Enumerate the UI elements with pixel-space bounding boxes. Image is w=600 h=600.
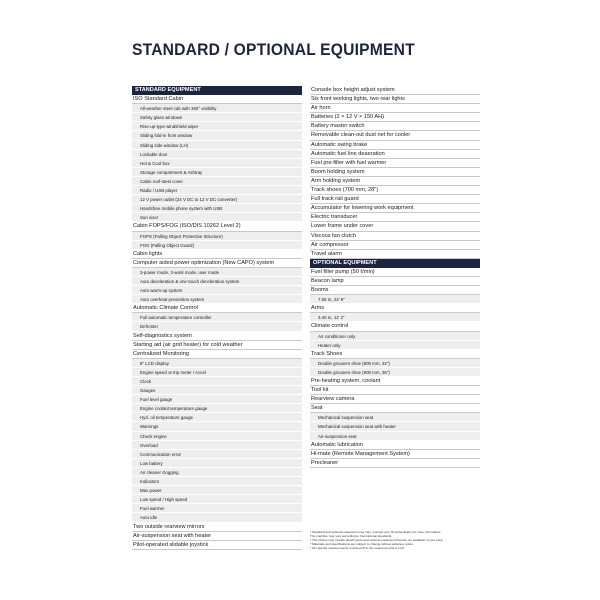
equipment-item-removable-clean-out-dust-net-for-cooler: Removable clean-out dust net for cooler [310, 131, 480, 140]
equipment-item-self-diagnostics-system: Self-diagnostics system [132, 332, 302, 341]
equipment-subitem-double-grousers-shoe-800-mm-32: Double grousers shoe (800 mm, 32") [310, 359, 480, 368]
equipment-item-two-outside-rearview-mirrors: Two outside rearview mirrors [132, 523, 302, 532]
equipment-item-arm-holding-system: Arm holding system [310, 177, 480, 186]
footnote-line: * All imperial measurements rounded off to the nearest pound or inch. [310, 546, 406, 551]
equipment-item-hi-mate-remote-management-system: Hi-mate (Remote Management System) [310, 450, 480, 459]
equipment-subitem-air-cleaner-clogging: Air cleaner clogging [132, 468, 302, 477]
equipment-item-climate-control: Climate control [310, 322, 480, 331]
equipment-subitem-mechanical-suspension-seat: Mechanical suspension seat [310, 413, 480, 422]
section-header-optional-equipment: OPTIONAL EQUIPMENT [310, 259, 480, 268]
equipment-subitem-mechanical-suspension-seat-with-heater: Mechanical suspension seat with heater [310, 422, 480, 431]
equipment-item-automatic-climate-control: Automatic Climate Control [132, 304, 302, 313]
equipment-subitem-max-power: Max power [132, 486, 302, 495]
optional-equipment-column [310, 86, 480, 468]
equipment-subitem-fog-falling-object-guard: FOG (Falling Object Guard) [132, 241, 302, 250]
equipment-item-iso-standard-cabin: ISO Standard Cabin [132, 95, 302, 104]
standard-equipment-column [132, 86, 302, 550]
equipment-subitem-fuel-level-gauge: Fuel level gauge [132, 395, 302, 404]
equipment-subitem-12-v-power-outlet-24-v-dc-to-12-v-dc-con: 12 V power outlet (24 V DC to 12 V DC converter) [132, 195, 302, 204]
equipment-subitem-air-suspension-seat: Air-suspension seat [310, 432, 480, 441]
equipment-subitem-check-engine: Check engine [132, 432, 302, 441]
equipment-subitem-storage-compartment-ashtray: Storage compartment & Ashtray [132, 168, 302, 177]
equipment-item-fuel-pre-filter-with-fuel-warmer: Fuel pre-filter with fuel warmer [310, 159, 480, 168]
equipment-item-precleaner: Precleaner [310, 459, 480, 468]
equipment-item-viscous-fan-clutch: Viscous fan clutch [310, 232, 480, 241]
equipment-subitem-fops-falling-object-protective-structure: FOPS (Falling Object Protective Structure) [132, 232, 302, 241]
equipment-item-pre-heating-system-coolant: Pre-heating system, coolant [310, 377, 480, 386]
equipment-subitem-hyd-oil-temperature-gauge: Hyd. oil temperature gauge [132, 413, 302, 422]
equipment-subitem-handsfree-mobile-phone-system-with-usb: Handsfree mobile phone system with USB [132, 204, 302, 213]
equipment-item-air-compressor: Air compressor [310, 241, 480, 250]
equipment-subitem-indicators: Indicators [132, 477, 302, 486]
equipment-item-air-suspension-seat-with-heater: Air-suspension seat with heater [132, 532, 302, 541]
equipment-subitem-auto-deceleration-one-touch-deceleration: Auto deceleration & one-touch deceleration system [132, 277, 302, 286]
equipment-item-track-shoes-700-mm-28: Track shoes (700 mm, 28") [310, 186, 480, 195]
equipment-subitem-all-weather-steel-cab-with-360-visibilit: All-weather steel cab with 360° visibility [132, 104, 302, 113]
equipment-item-fuel-filler-pump-50-min: Fuel filler pump (50 ℓ/min) [310, 268, 480, 277]
equipment-subitem-8-lcd-display: 8" LCD display [132, 359, 302, 368]
equipment-subitem-auto-idle: Auto idle [132, 513, 302, 522]
equipment-item-batteries-2-12-v-150-ah: Batteries (2 × 12 V × 150 AH) [310, 113, 480, 122]
equipment-item-seat: Seat [310, 404, 480, 413]
footnote-line: * The photos may include attachments and optional equipment that are not available in your area. [310, 538, 444, 543]
equipment-subitem-sliding-fold-in-front-window: Sliding fold-in front window [132, 131, 302, 140]
equipment-subitem-rise-up-type-windshield-wiper: Rise-up-type windshield wiper [132, 122, 302, 131]
equipment-subitem-7-55-m-24-9: 7.55 m, 24' 9" [310, 295, 480, 304]
equipment-item-boom-holding-system: Boom holding system [310, 168, 480, 177]
equipment-item-track-shoes: Track Shoes [310, 350, 480, 359]
equipment-item-booms: Booms [310, 286, 480, 295]
equipment-subitem-warnings: Warnings [132, 422, 302, 431]
equipment-item-full-track-rail-guard: Full track rail guard [310, 195, 480, 204]
equipment-subitem-defroster: Defroster [132, 322, 302, 331]
equipment-subitem-engine-speed-or-trip-meter-accel: Engine speed or trip meter / Accel [132, 368, 302, 377]
equipment-item-arms: Arms [310, 304, 480, 313]
equipment-item-electric-transducer: Electric transducer [310, 213, 480, 222]
equipment-subitem-sliding-side-window-lh: Sliding side window (LH) [132, 141, 302, 150]
equipment-item-travel-alarm: Travel alarm [310, 250, 480, 259]
equipment-subitem-low-battery: Low battery [132, 459, 302, 468]
equipment-item-automatic-lubrication: Automatic lubrication [310, 441, 480, 450]
equipment-item-pilot-operated-slidable-joystick: Pilot-operated slidable joystick [132, 541, 302, 550]
equipment-subitem-fuel-warmer: Fuel warmer [132, 504, 302, 513]
equipment-subitem-hot-cool-box: Hot & Cool box [132, 159, 302, 168]
equipment-item-console-box-height-adjust-system: Console box height adjust system [310, 86, 480, 95]
equipment-subitem-double-grousers-shoe-900-mm-36: Double grousers shoe (900 mm, 36") [310, 368, 480, 377]
equipment-item-battery-master-switch: Battery master switch [310, 122, 480, 131]
equipment-item-centralized-monitoring: Centralized Monitoring [132, 350, 302, 359]
equipment-subitem-safety-glass-windows: Safety glass windows [132, 113, 302, 122]
footnote-line: * Materials and specifications are subject to change without advance notice. [310, 542, 414, 547]
equipment-subitem-radio-usb-player: Radio / USB player [132, 186, 302, 195]
equipment-subitem-sun-visor: Sun visor [132, 213, 302, 222]
equipment-item-beacon-lamp: Beacon lamp [310, 277, 480, 286]
equipment-item-cabin-lights: Cabin lights [132, 250, 302, 259]
equipment-subitem-3-power-mode-2-work-mode-user-mode: 3-power mode, 2-work mode, user mode [132, 268, 302, 277]
equipment-subitem-auto-warm-up-system: Auto warm-up system [132, 286, 302, 295]
equipment-item-air-horn: Air horn [310, 104, 480, 113]
equipment-subitem-clock: Clock [132, 377, 302, 386]
equipment-item-automatic-fuel-line-deaeration: Automatic fuel line deaeration [310, 150, 480, 159]
equipment-item-cabin-fops-fog-iso-dis-10262-level-2: Cabin FOPS/FOG (ISO/DIS 10262 Level 2) [132, 222, 302, 231]
equipment-subitem-heater-only: Heater only [310, 341, 480, 350]
equipment-item-computer-aided-power-optimization-new-ca: Computer aided power optimization (New CAPO) system [132, 259, 302, 268]
equipment-subitem-low-speed-high-speed: Low speed / High speed [132, 495, 302, 504]
page-title: STANDARD / OPTIONAL EQUIPMENT [132, 40, 415, 59]
equipment-subitem-overload: Overload [132, 441, 302, 450]
equipment-item-tool-kit: Tool kit [310, 386, 480, 395]
equipment-subitem-lockable-door: Lockable door [132, 150, 302, 159]
footnote-line: * Standard and optional equipment may vary. Contact your Hyundai dealer for more information. [310, 530, 442, 534]
equipment-subitem-communication-error: Communication error [132, 450, 302, 459]
equipment-subitem-full-automatic-temperature-controller: Full automatic temperature controller [132, 313, 302, 322]
equipment-subitem-gauges: Gauges [132, 386, 302, 395]
equipment-item-lower-frame-under-cover: Lower frame under cover [310, 222, 480, 231]
equipment-subitem-engine-coolant-temperature-gauge: Engine coolant temperature gauge [132, 404, 302, 413]
equipment-item-six-front-working-lights-two-rear-lights: Six front working lights, two rear lights [310, 95, 480, 104]
footnotes [310, 530, 480, 550]
equipment-item-rearview-camera: Rearview camera [310, 395, 480, 404]
equipment-item-automatic-swing-brake: Automatic swing brake [310, 141, 480, 150]
equipment-subitem-cabin-roof-steel-cover: Cabin roof-steel cover [132, 177, 302, 186]
equipment-subitem-air-conditioner-only: Air conditioner only [310, 332, 480, 341]
equipment-item-starting-aid-air-grid-heater-for-cold-we: Starting aid (air grid heater) for cold weather [132, 341, 302, 350]
equipment-subitem-3-40-m-11-2: 3.40 m, 11' 2" [310, 313, 480, 322]
section-header-standard-equipment: STANDARD EQUIPMENT [132, 86, 302, 95]
equipment-subitem-auto-overheat-prevention-system: Auto overheat prevention system [132, 295, 302, 304]
footnote-line: The machine may vary according to International standards. [310, 534, 393, 539]
equipment-item-accumulator-for-lowering-work-equipment: Accumulator for lowering work equipment [310, 204, 480, 213]
